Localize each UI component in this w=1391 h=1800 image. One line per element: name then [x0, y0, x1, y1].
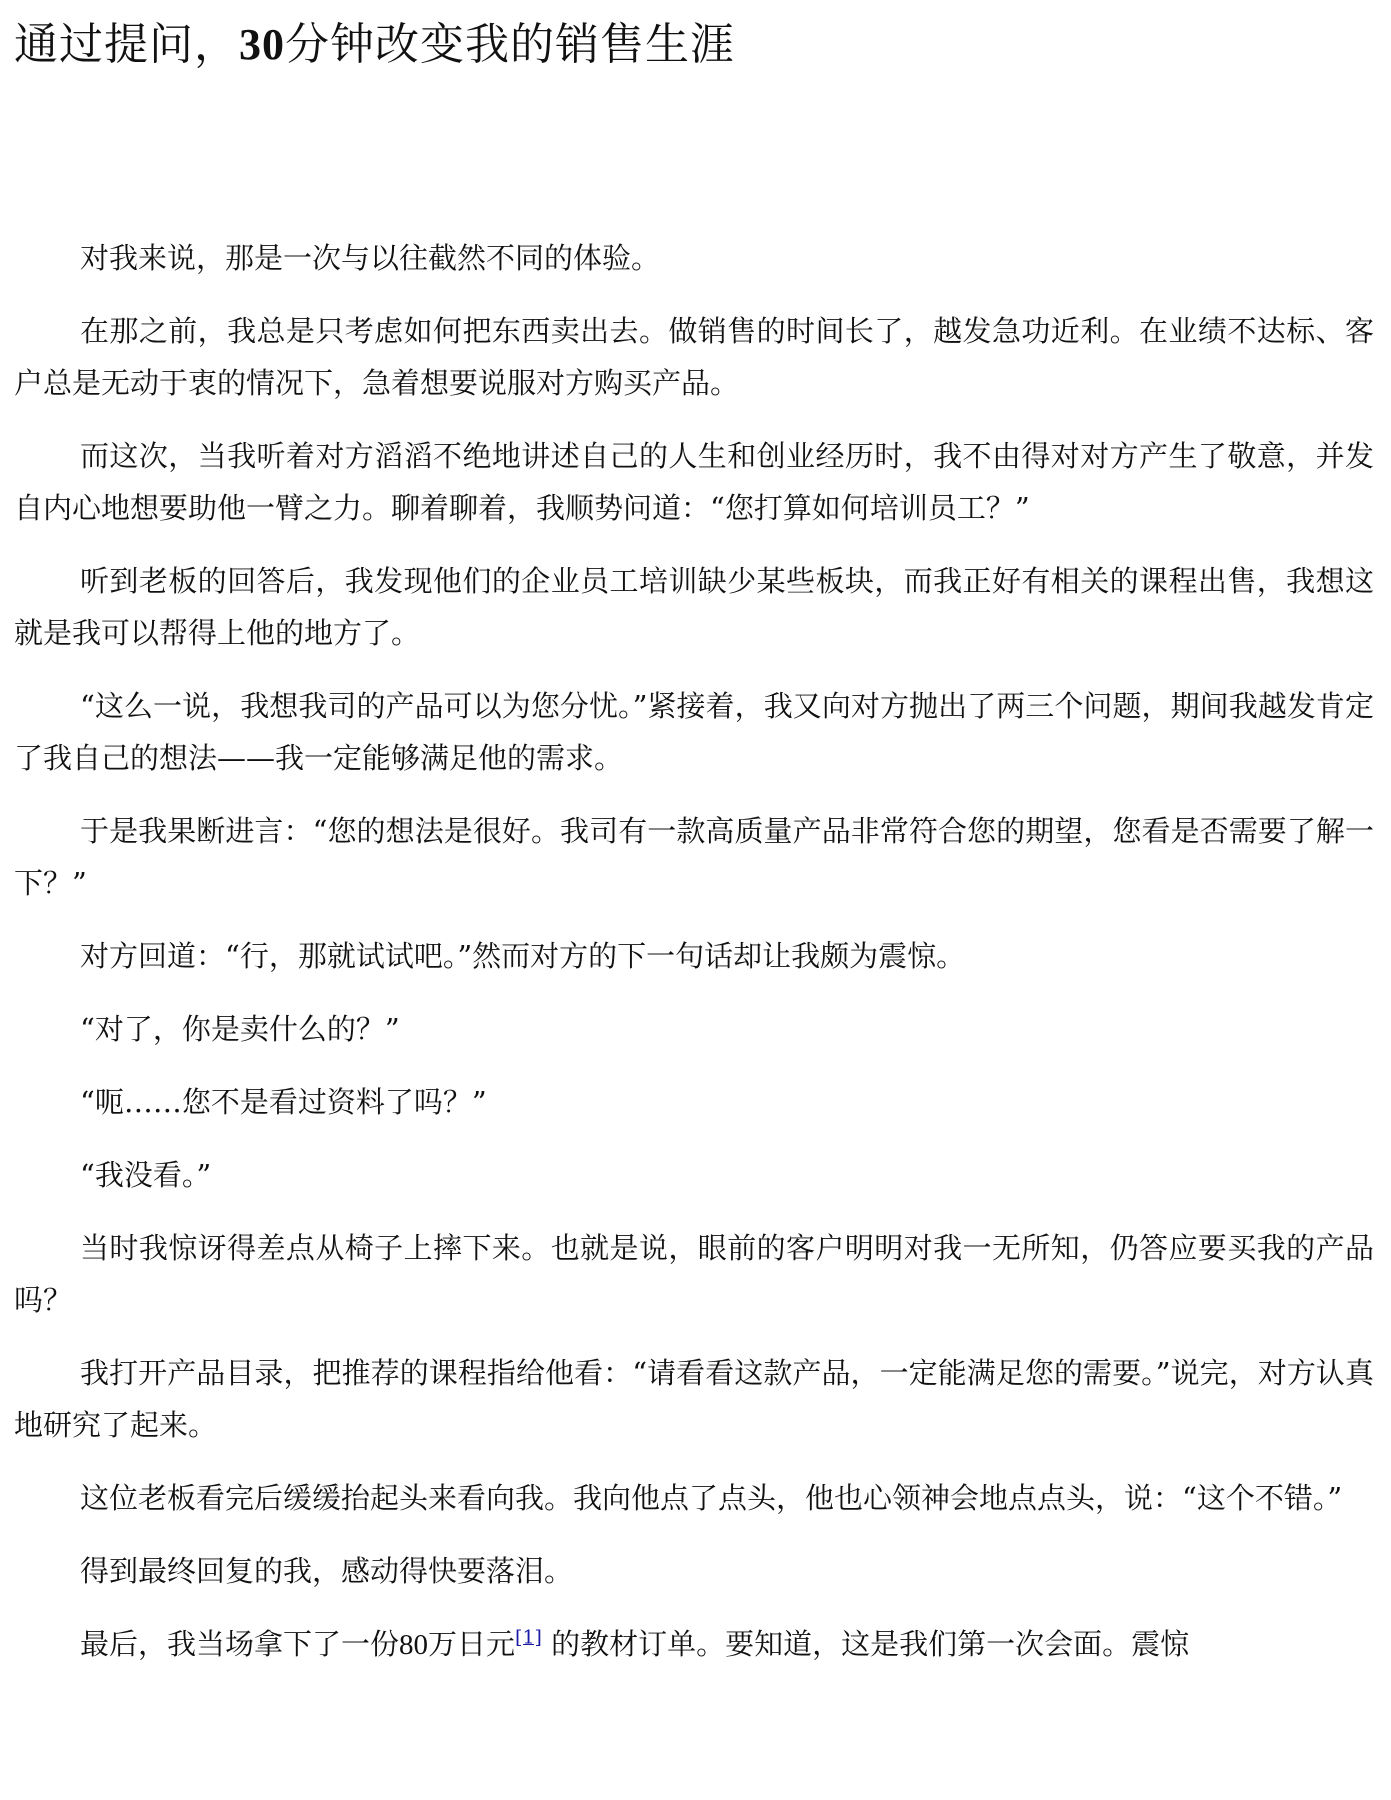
paragraph: “对了，你是卖什么的？”: [80, 1012, 400, 1046]
paragraph: 对方回道：“行，那就试试吧。”然而对方的下一句话却让我颇为震惊。: [80, 939, 966, 973]
paragraph: 听到老板的回答后，我发现他们的企业员工培训缺少某些板块，而我正好有相关的课程出售，我想这就是我可以帮得上他的地方了。: [14, 564, 1374, 650]
paragraph: 得到最终回复的我，感动得快要落泪。: [80, 1554, 574, 1588]
last-paragraph-after: 的教材订单。要知道，这是我们第一次会面。震惊: [541, 1627, 1190, 1661]
footnote-link[interactable]: [1]: [515, 1626, 542, 1649]
paragraph: 这位老板看完后缓缓抬起头来看向我。我向他点了点头，他也心领神会地点点头，说：“这个不错。”: [80, 1481, 1343, 1515]
article-body: [14, 232, 1374, 1692]
paragraph: 对我来说，那是一次与以往截然不同的体验。: [80, 241, 661, 275]
paragraph: 而这次，当我听着对方滔滔不绝地讲述自己的人生和创业经历时，我不由得对对方产生了敬意，并发自内心地想要助他一臂之力。聊着聊着，我顺势问道：“您打算如何培训员工？”: [14, 439, 1374, 525]
title-prefix: 通过提问，: [14, 19, 239, 70]
title-number: 30: [239, 20, 285, 69]
paragraph: 当时我惊讶得差点从椅子上摔下来。也就是说，眼前的客户明明对我一无所知，仍答应要买我的产品吗？: [14, 1231, 1374, 1317]
paragraph: 于是我果断进言：“您的想法是很好。我司有一款高质量产品非常符合您的期望，您看是否需要了解一下？”: [14, 814, 1374, 900]
paragraph: 在那之前，我总是只考虑如何把东西卖出去。做销售的时间长了，越发急功近利。在业绩不达标、客户总是无动于衷的情况下，急着想要说服对方购买产品。: [14, 314, 1374, 400]
paragraph: “这么一说，我想我司的产品可以为您分忧。”紧接着，我又向对方抛出了两三个问题，期间我越发肯定了我自己的想法——我一定能够满足他的需求。: [14, 689, 1374, 775]
order-amount: 80: [399, 1629, 429, 1661]
paragraph: “我没看。”: [80, 1158, 212, 1192]
order-amount-unit: 万日元: [428, 1627, 516, 1661]
paragraph: 我打开产品目录，把推荐的课程指给他看：“请看看这款产品，一定能满足您的需要。”说完，对方认真地研究了起来。: [14, 1356, 1374, 1442]
last-paragraph: [14, 1618, 1374, 1671]
paragraph: “呃……您不是看过资料了吗？”: [80, 1085, 487, 1119]
page-title: [14, 10, 735, 80]
last-paragraph-before: 最后，我当场拿下了一份: [80, 1627, 400, 1661]
title-suffix: 分钟改变我的销售生涯: [285, 19, 735, 70]
